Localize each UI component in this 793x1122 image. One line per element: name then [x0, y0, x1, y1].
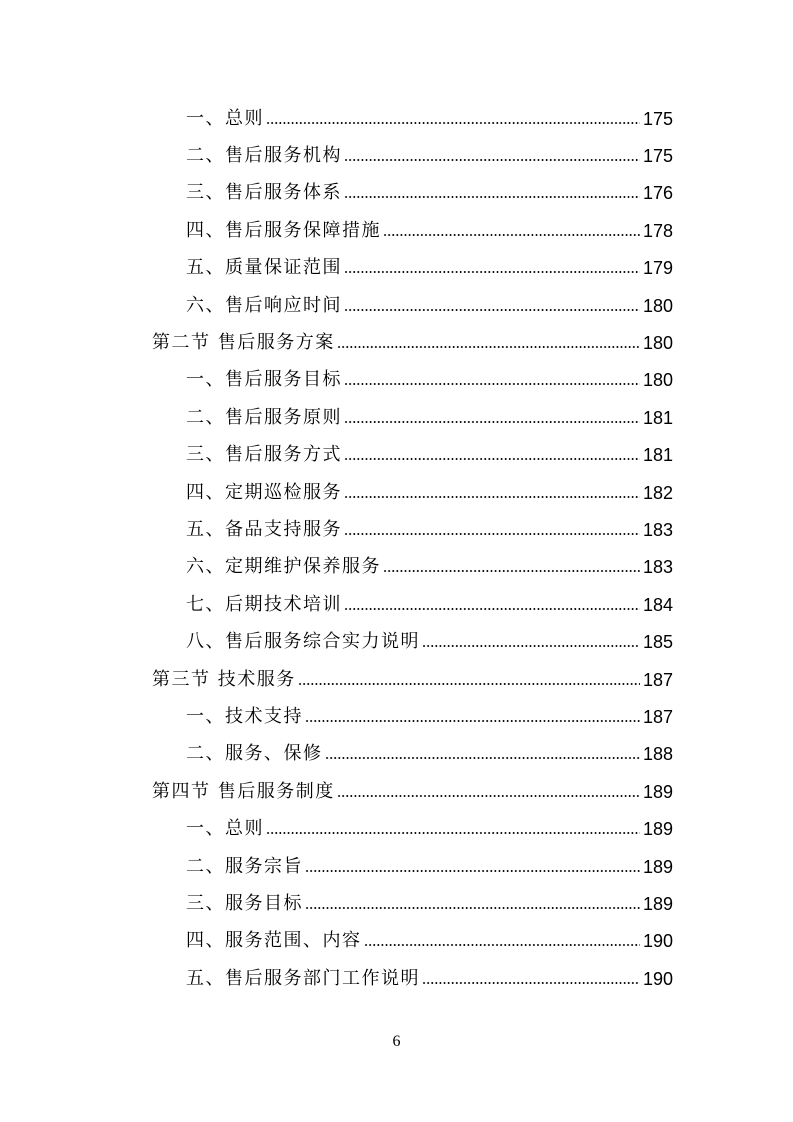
toc-entry-label: 五、售后服务部门工作说明: [186, 967, 420, 989]
toc-entry-label: 一、总则: [186, 107, 264, 129]
table-of-contents: [0, 100, 793, 997]
toc-entry-page: 188: [642, 744, 673, 765]
toc-entry-page: 183: [642, 557, 673, 578]
toc-entry-page: 180: [642, 333, 673, 354]
toc-dot-leader: [383, 570, 640, 572]
toc-entry[interactable]: [0, 474, 793, 511]
toc-entry[interactable]: [0, 137, 793, 174]
toc-dot-leader: [344, 309, 640, 311]
toc-entry-page: 179: [642, 258, 673, 279]
toc-entry[interactable]: [0, 960, 793, 997]
toc-entry[interactable]: [0, 287, 793, 324]
toc-entry-page: 190: [642, 931, 673, 952]
toc-dot-leader: [344, 159, 640, 161]
toc-dot-leader: [344, 383, 640, 385]
toc-entry-page: 185: [642, 632, 673, 653]
toc-entry[interactable]: [0, 810, 793, 847]
toc-dot-leader: [305, 870, 640, 872]
toc-dot-leader: [422, 645, 640, 647]
toc-entry-page: 176: [642, 183, 673, 204]
toc-dot-leader: [383, 234, 640, 236]
toc-entry[interactable]: [0, 437, 793, 474]
toc-entry-page: 180: [642, 370, 673, 391]
toc-entry-page: 187: [642, 706, 673, 727]
toc-dot-leader: [298, 683, 640, 685]
toc-entry[interactable]: [0, 399, 793, 436]
toc-entry[interactable]: [0, 212, 793, 249]
toc-entry-page: 189: [642, 856, 673, 877]
toc-entry-page: 175: [642, 146, 673, 167]
toc-entry-label: 三、售后服务体系: [186, 182, 342, 204]
toc-dot-leader: [337, 346, 640, 348]
toc-entry-page: 190: [642, 968, 673, 989]
toc-entry[interactable]: [0, 100, 793, 137]
toc-dot-leader: [344, 271, 640, 273]
toc-entry[interactable]: [0, 250, 793, 287]
toc-entry-page: 189: [642, 893, 673, 914]
toc-entry-label: 五、备品支持服务: [186, 518, 342, 540]
toc-dot-leader: [305, 907, 640, 909]
toc-section-entry[interactable]: [0, 324, 793, 361]
toc-entry-label: 五、质量保证范围: [186, 257, 342, 279]
page-number: 6: [392, 1033, 401, 1050]
toc-section-entry[interactable]: [0, 661, 793, 698]
toc-dot-leader: [422, 982, 640, 984]
toc-entry-label: 八、售后服务综合实力说明: [186, 631, 420, 653]
toc-dot-leader: [344, 533, 640, 535]
toc-entry[interactable]: [0, 586, 793, 623]
toc-entry[interactable]: [0, 848, 793, 885]
toc-entry-label: 第四节 售后服务制度: [152, 780, 335, 802]
toc-dot-leader: [266, 122, 640, 124]
toc-entry[interactable]: [0, 175, 793, 212]
toc-entry-page: 175: [642, 108, 673, 129]
toc-dot-leader: [344, 196, 640, 198]
toc-entry-label: 一、技术支持: [186, 705, 303, 727]
toc-entry-label: 三、服务目标: [186, 892, 303, 914]
toc-entry-label: 二、售后服务机构: [186, 145, 342, 167]
toc-dot-leader: [337, 795, 640, 797]
toc-entry-label: 一、总则: [186, 818, 264, 840]
toc-entry-page: 189: [642, 819, 673, 840]
toc-entry-label: 第二节 售后服务方案: [152, 332, 335, 354]
toc-entry-label: 四、定期巡检服务: [186, 481, 342, 503]
toc-entry-page: 182: [642, 482, 673, 503]
toc-entry-label: 二、服务宗旨: [186, 855, 303, 877]
toc-entry-label: 三、售后服务方式: [186, 444, 342, 466]
toc-dot-leader: [344, 608, 640, 610]
toc-entry[interactable]: [0, 923, 793, 960]
toc-entry-page: 183: [642, 519, 673, 540]
toc-entry-label: 二、服务、保修: [186, 743, 323, 765]
toc-dot-leader: [305, 720, 640, 722]
toc-entry-label: 第三节 技术服务: [152, 668, 296, 690]
toc-entry-page: 178: [642, 220, 673, 241]
toc-entry[interactable]: [0, 885, 793, 922]
toc-entry-page: 187: [642, 669, 673, 690]
toc-entry-page: 181: [642, 407, 673, 428]
toc-entry[interactable]: [0, 736, 793, 773]
toc-entry[interactable]: [0, 623, 793, 660]
toc-entry-page: 181: [642, 445, 673, 466]
toc-entry-label: 六、定期维护保养服务: [186, 556, 381, 578]
toc-dot-leader: [266, 832, 640, 834]
toc-entry-label: 七、后期技术培训: [186, 593, 342, 615]
toc-entry-label: 二、售后服务原则: [186, 406, 342, 428]
toc-dot-leader: [325, 757, 641, 759]
toc-entry-label: 四、服务范围、内容: [186, 930, 362, 952]
toc-entry-label: 一、售后服务目标: [186, 369, 342, 391]
toc-dot-leader: [364, 944, 641, 946]
toc-dot-leader: [344, 458, 640, 460]
toc-entry[interactable]: [0, 549, 793, 586]
toc-entry-page: 189: [642, 781, 673, 802]
toc-entry[interactable]: [0, 362, 793, 399]
toc-entry-label: 六、售后响应时间: [186, 294, 342, 316]
toc-entry-page: 184: [642, 594, 673, 615]
toc-dot-leader: [344, 496, 640, 498]
toc-entry[interactable]: [0, 698, 793, 735]
toc-entry-page: 180: [642, 295, 673, 316]
toc-dot-leader: [344, 421, 640, 423]
toc-section-entry[interactable]: [0, 773, 793, 810]
toc-entry[interactable]: [0, 511, 793, 548]
toc-entry-label: 四、售后服务保障措施: [186, 219, 381, 241]
